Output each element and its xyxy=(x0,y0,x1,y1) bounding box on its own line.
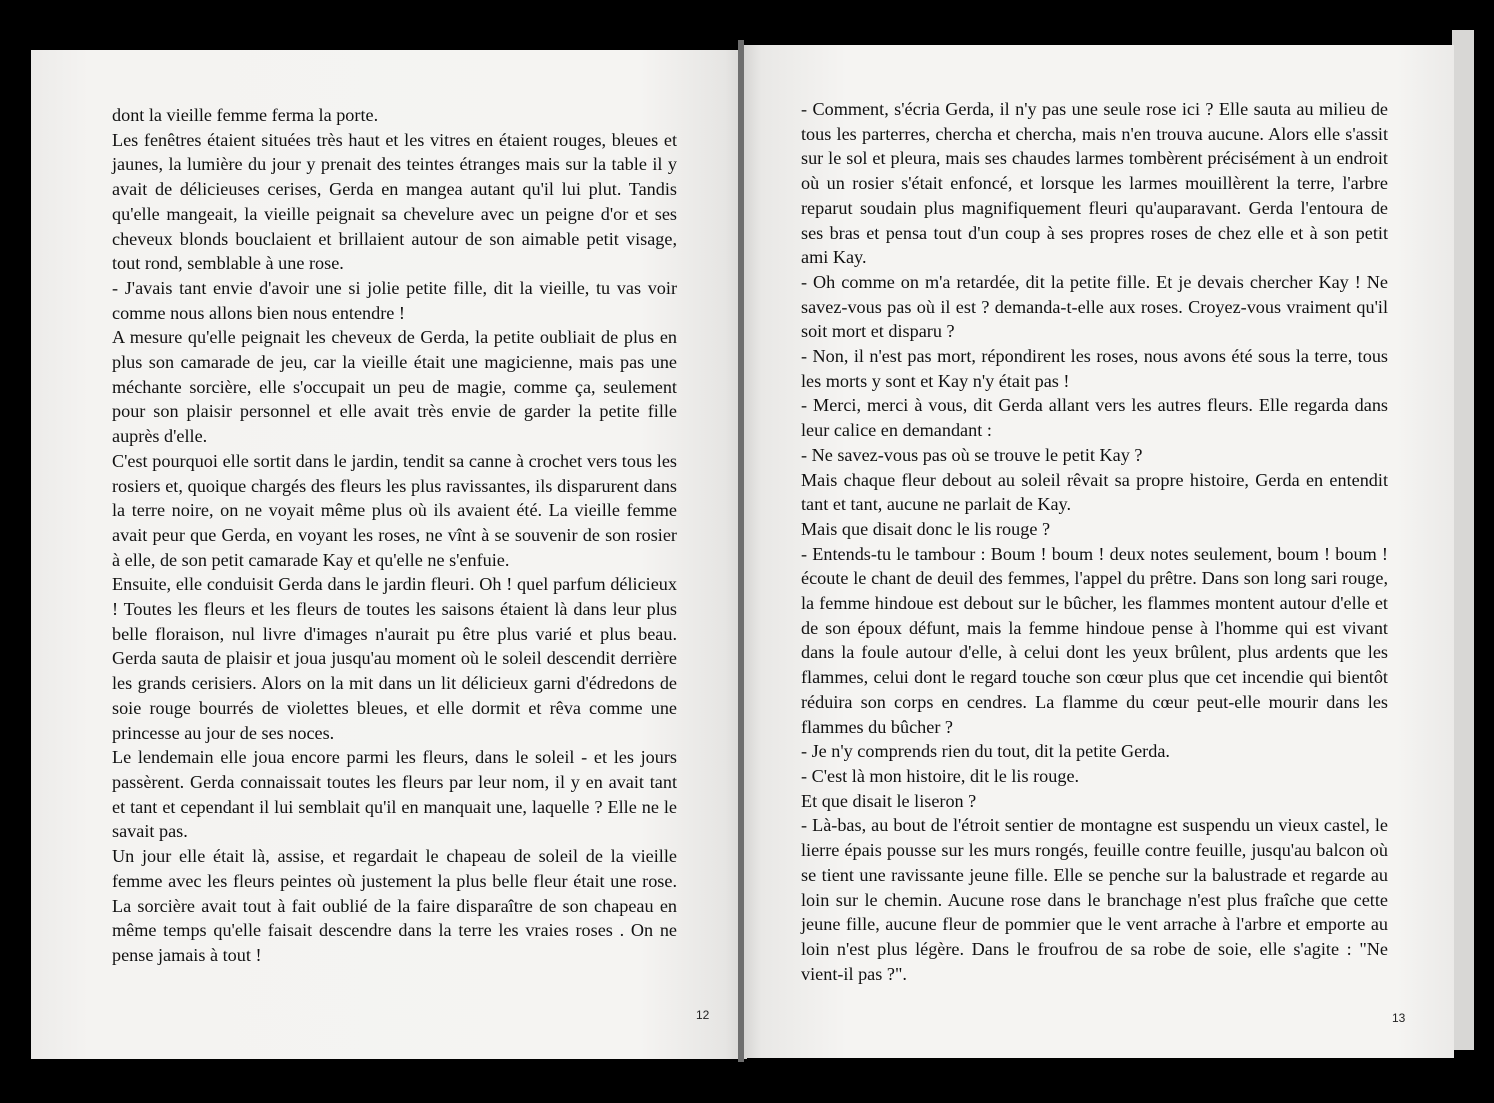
paragraph: Le lendemain elle joua encore parmi les fleurs, dans le soleil - et les jours passèrent. Gerda connaissait toutes les fleurs par leur nom, il y en avait tant et tant et cependant il lui semblait qu'il en manquait une, laquelle ? Elle ne le savait pas. xyxy=(112,747,677,842)
paragraph: dont la vieille femme ferma la porte. xyxy=(112,105,379,125)
paragraph: - Comment, s'écria Gerda, il n'y pas une seule rose ici ? Elle sauta au milieu de tous les parterres, chercha et chercha, mais n'en trouva aucune. Alors elle s'assit sur le sol et pleura, mais ses chaudes larmes tombèrent précisément à un endroit où un rosier s'était enfoncé, et lorsque les larmes mouillèrent la terre, l'arbre reparut soudain plus magnifiquement fleuri qu'auparavant. Gerda l'entoura de ses bras et pensa tout d'un coup à ses propres roses de chez elle et à son petit ami Kay. xyxy=(801,99,1388,268)
left-page xyxy=(31,50,747,1059)
paragraph: Ensuite, elle conduisit Gerda dans le jardin fleuri. Oh ! quel parfum délicieux ! Toutes les fleurs et les fleurs de toutes les saisons étaient là dans leur plus belle floraison, nul livre d'images n'aurait pu être plus varié et plus beau. Gerda sauta de plaisir et joua jusqu'au moment où le soleil descendit derrière les grands cerisiers. Alors on la mit dans un lit délicieux garni d'édredons de soie rouge bourrés de violettes bleues, et elle dormit et rêva comme une princesse au jour de ses noces. xyxy=(112,574,677,743)
paragraph: - Merci, merci à vous, dit Gerda allant vers les autres fleurs. Elle regarda dans leur calice en demandant : xyxy=(801,395,1388,441)
paragraph: Mais chaque fleur debout au soleil rêvait sa propre histoire, Gerda en entendit tant et tant, aucune ne parlait de Kay. xyxy=(801,469,1388,515)
paragraph: - Ne savez-vous pas où se trouve le petit Kay ? xyxy=(801,444,1143,465)
paragraph: - C'est là mon histoire, dit le lis rouge. xyxy=(801,765,1080,786)
paragraph: Un jour elle était là, assise, et regardait le chapeau de soleil de la vieille femme avec les fleurs peintes où justement la plus belle fleur était une rose. La sorcière avait tout à fait oublié de la faire disparaître de son chapeau en même temps qu'elle faisait descendre dans la terre les vraies roses . On ne pense jamais à tout ! xyxy=(112,846,677,965)
page-number: 13 xyxy=(1392,1011,1406,1025)
paragraph: C'est pourquoi elle sortit dans le jardin, tendit sa canne à crochet vers tous les rosiers et, quoique chargés des fleurs les plus ravissantes, ils disparurent dans la terre noire, on ne voyait même plus où ils avaient été. La vieille femme avait peur que Gerda, en voyant les roses, ne vînt à se souvenir de son rosier à elle, de son petit camarade Kay et qu'elle ne s'enfuie. xyxy=(112,450,677,570)
paragraph: Les fenêtres étaient situées très haut et les vitres en étaient rouges, bleues et jaunes, la lumière du jour y prenait des teintes étranges mais sur la table il y avait de délicieuses cerises, Gerda en mangea autant qu'il lui plut. Tandis qu'elle mangeait, la vieille peignait sa chevelure avec un peigne d'or et ses cheveux blonds bouclaient et brillaient autour de son aimable petit visage, tout rond, semblable à une rose. xyxy=(112,129,677,274)
left-page-text xyxy=(112,103,677,968)
right-page xyxy=(740,45,1454,1058)
paragraph: - Là-bas, au bout de l'étroit sentier de montagne est suspendu un vieux castel, le lierre épais pousse sur les murs rongés, feuille contre feuille, jusqu'au balcon où se tient une ravissante jeune fille. Elle se penche sur la balustrade et regarde au loin sur le chemin. Aucune rose dans le branchage n'est plus fraîche que cette jeune fille, aucune fleur de pommier que le vent arrache à l'arbre et emporte au loin n'est plus légère. Dans le froufrou de sa robe de soie, elle s'agite : "Ne vient-il pas ?". xyxy=(801,815,1388,984)
paragraph: - Je n'y comprends rien du tout, dit la petite Gerda. xyxy=(801,741,1170,762)
paragraph: A mesure qu'elle peignait les cheveux de Gerda, la petite oubliait de plus en plus son camarade de jeu, car la vieille était une magicienne, mais pas une méchante sorcière, elle s'occupait un peu de magie, comme ça, seulement pour son plaisir personnel et elle avait très envie de garder la petite fille auprès d'elle. xyxy=(112,327,677,447)
paragraph: - Non, il n'est pas mort, répondirent les roses, nous avons été sous la terre, tous les morts y sont et Kay n'y était pas ! xyxy=(801,346,1388,391)
page-number: 12 xyxy=(696,1008,710,1022)
back-page-edge xyxy=(1452,30,1474,1050)
paragraph: Mais que disait donc le lis rouge ? xyxy=(801,518,1051,539)
paragraph: - Oh comme on m'a retardée, dit la petite fille. Et je devais chercher Kay ! Ne savez-vous pas où il est ? demanda-t-elle aux roses. Croyez-vous vraiment qu'il soit mort et disparu ? xyxy=(801,271,1388,342)
paragraph: - J'avais tant envie d'avoir une si jolie petite fille, dit la vieille, tu vas voir comme nous allons bien nous entendre ! xyxy=(112,277,677,323)
book-gutter xyxy=(738,40,744,1062)
paragraph: - Entends-tu le tambour : Boum ! boum ! deux notes seulement, boum ! boum ! écoute le chant de deuil des femmes, l'appel du prêtre. Dans son long sari rouge, la femme hindoue est debout sur le bûcher, les flammes montent autour d'elle et de son époux défunt, mais la femme hindoue pense à l'homme qui est vivant dans la foule autour d'elle, à celui dont les yeux brûlent, plus ardents que les flammes, celui dont le regard touche son cœur plus que cet incendie qui bientôt réduira son corps en cendres. La flamme du cœur peut-elle mourir dans les flammes du bûcher ? xyxy=(801,543,1388,737)
paragraph: Et que disait le liseron ? xyxy=(801,790,977,811)
right-page-text xyxy=(801,97,1388,986)
